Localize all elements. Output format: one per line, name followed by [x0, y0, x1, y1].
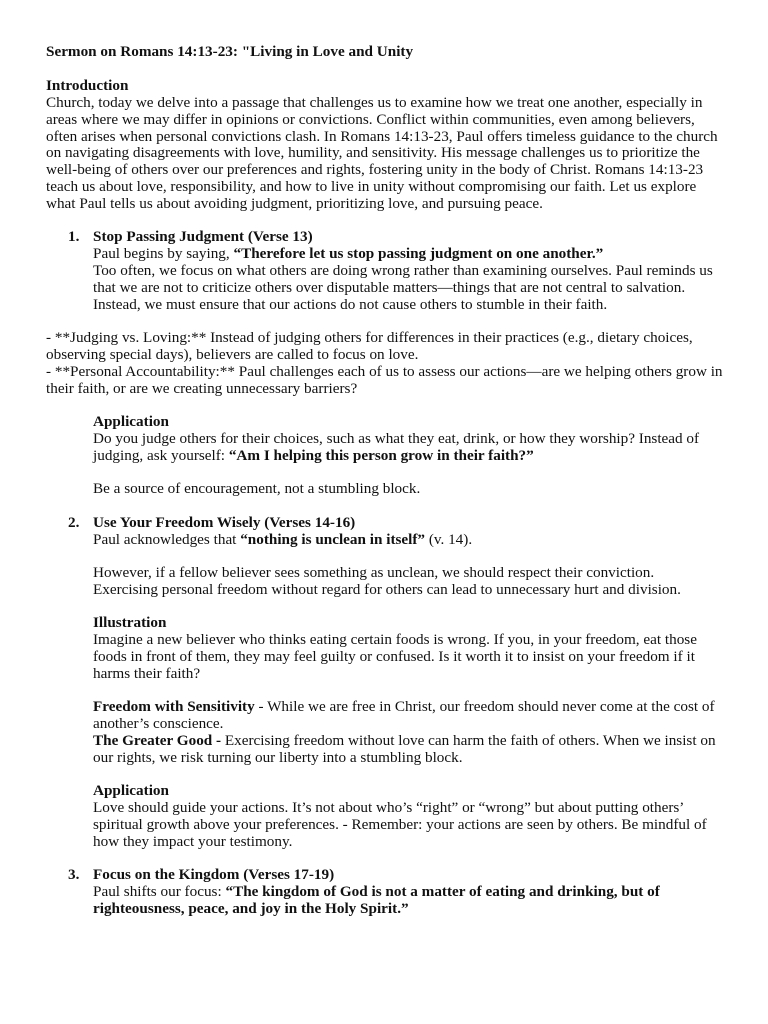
section-2-lead	[93, 532, 733, 549]
freedom-sensitivity-text: - While we are free in Christ, our freedom should never come at the cost of another’s conscience.	[93, 698, 715, 732]
section-1-application-close: Be a source of encouragement, not a stumbling block.	[93, 480, 421, 497]
greater-good-text: Exercising freedom without love can harm the faith of others. When we insist on our rights, we risk turning our liberty into a stumbling block.	[93, 732, 716, 766]
freedom-sensitivity-label: Freedom with Sensitivity	[93, 698, 255, 715]
list-number-2: 2.	[68, 514, 80, 531]
document-title: Sermon on Romans 14:13-23: "Living in Love and Unity	[46, 43, 414, 60]
section-1-bullet-accountability: - **Personal Accountability:** Paul challenges each of us to assess our actions—are we helping others grow in their faith, or are we creating unnecessary barriers?	[46, 363, 723, 397]
section-2-illustration-heading: Illustration	[93, 614, 167, 631]
intro-heading: Introduction	[46, 77, 129, 94]
section-1-lead	[93, 246, 733, 263]
section-2-heading: Use Your Freedom Wisely (Verses 14-16)	[93, 514, 356, 531]
greater-good-label: The Greater Good -	[93, 732, 222, 749]
section-3-lead-text: Paul shifts our focus:	[93, 883, 226, 900]
intro-paragraph: Church, today we delve into a passage that challenges us to examine how we treat one another, especially in areas where we may differ in opinions or convictions. Conflict within communities, even among believers, often arises when personal convictions clash. In Romans 14:13-23, Paul offers timeless guidance to the church on navigating disagreements with love, humility, and sensitivity. His message challenges us to prioritize the well-being of others over our preferences and rights, fostering unity in the body of Christ. Romans 14:13-23 teach us about love, responsibility, and how to live in unity without compromising our faith. Let us explore what Paul tells us about avoiding judgment, prioritizing love, and pursuing peace.	[46, 94, 718, 212]
section-1-body: Too often, we focus on what others are doing wrong rather than examining ourselves. Paul reminds us that we are not to criticize others over disputable matters—things that are not central to salvation. Instead, we must ensure that our actions do not cause others to stumble in their faith.	[93, 262, 713, 313]
section-1-application-text: Do you judge others for their choices, such as what they eat, drink, or how they worship? Instead of judging, ask yourself:	[93, 430, 700, 464]
section-2-verse-ref: (v. 14).	[425, 531, 473, 548]
section-3-lead	[93, 884, 703, 918]
section-2-freedom-sensitivity	[93, 699, 719, 733]
section-2-illustration-body: Imagine a new believer who thinks eating certain foods is wrong. If you, in your freedom, eat those foods in front of them, they may feel guilty or confused. Is it worth it to insist on your freedom if it harms their faith?	[93, 631, 697, 682]
section-2-quote: “nothing is unclean in itself”	[240, 531, 426, 548]
section-1-heading: Stop Passing Judgment (Verse 13)	[93, 228, 313, 245]
section-2-lead-text: Paul acknowledges that	[93, 531, 241, 548]
section-1-lead-text: Paul begins by saying,	[93, 245, 234, 262]
section-1-application-body	[93, 431, 721, 465]
section-3-heading: Focus on the Kingdom (Verses 17-19)	[93, 866, 335, 883]
section-1-application-quote: “Am I helping this person grow in their faith?”	[228, 446, 534, 464]
section-1-bullet-judging: - **Judging vs. Loving:** Instead of judging others for differences in their practices (e.g., dietary choices, observing special days), believers are called to focus on love.	[46, 329, 693, 363]
section-2-application-heading: Application	[93, 782, 169, 799]
section-3-quote: “The kingdom of God is not a matter of eating and drinking, but of righteousness, peace, and joy in the Holy Spirit.”	[93, 883, 660, 917]
list-number-3: 3.	[68, 866, 80, 883]
section-2-greater-good	[93, 733, 719, 767]
section-1-application-heading: Application	[93, 413, 169, 430]
list-number-1: 1.	[68, 228, 80, 245]
section-2-body: However, if a fellow believer sees something as unclean, we should respect their conviction. Exercising personal freedom without regard for others can lead to unnecessary hurt and division.	[93, 564, 681, 598]
section-2-application-body: Love should guide your actions. It’s not about who’s “right” or “wrong” but about putting others’ spiritual growth above your preferences. - Remember: your actions are seen by others. Be mindful of how they impact your testimony.	[93, 799, 707, 850]
section-1-quote: “Therefore let us stop passing judgment on one another.”	[233, 245, 604, 262]
